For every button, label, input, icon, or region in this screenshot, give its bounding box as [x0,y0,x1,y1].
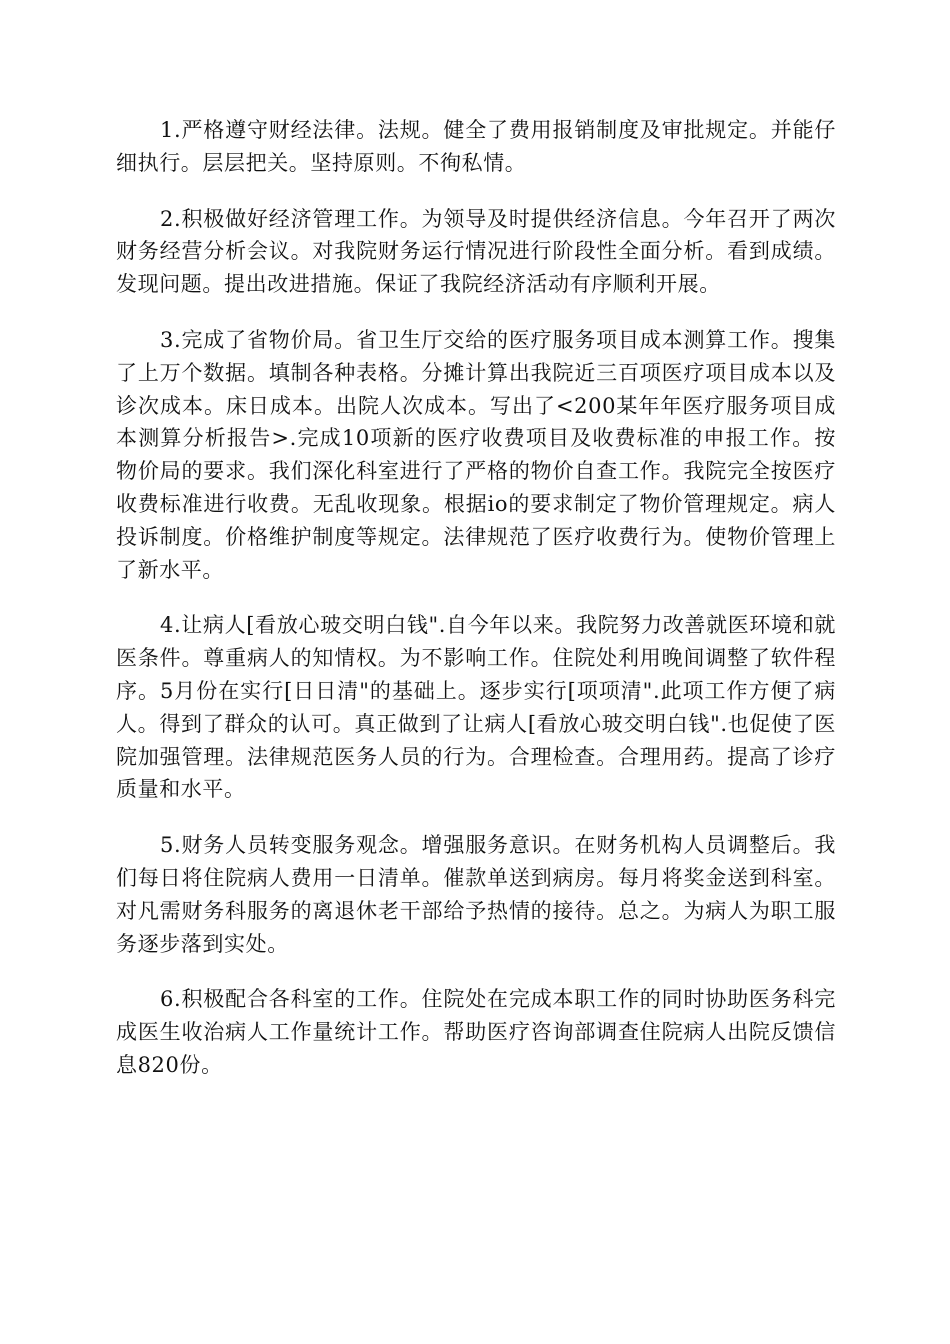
paragraph-3: 3.完成了省物价局。省卫生厅交给的医疗服务项目成本测算工作。搜集了上万个数据。填制各种表格。分摊计算出我院近三百项医疗项目成本以及诊次成本。床日成本。出院人次成本。写出了<200某年年医疗服务项目成本测算分析报告>.完成10项新的医疗收费项目及收费标准的申报工作。按物价局的要求。我们深化科室进行了严格的物价自查工作。我院完全按医疗收费标准进行收费。无乱收现象。根据io的要求制定了物价管理规定。病人投诉制度。价格维护制度等规定。法律规范了医疗收费行为。使物价管理上了新水平。 [116,327,836,582]
paragraph-1: 1.严格遵守财经法律。法规。健全了费用报销制度及审批规定。并能仔细执行。层层把关。坚持原则。不徇私情。 [116,118,836,175]
document-body [116,114,836,1105]
paragraph-5: 5.财务人员转变服务观念。增强服务意识。在财务机构人员调整后。我们每日将住院病人费用一日清单。催款单送到病房。每月将奖金送到科室。对凡需财务科服务的离退休老干部给予热情的接待。总之。为病人为职工服务逐步落到实处。 [116,833,836,956]
paragraph-6: 6.积极配合各科室的工作。住院处在完成本职工作的同时协助医务科完成医生收治病人工作量统计工作。帮助医疗咨询部调查住院病人出院反馈信息820份。 [116,987,836,1077]
paragraph-2: 2.积极做好经济管理工作。为领导及时提供经济信息。今年召开了两次财务经营分析会议。对我院财务运行情况进行阶段性全面分析。看到成绩。发现问题。提出改进措施。保证了我院经济活动有序顺利开展。 [116,206,836,297]
paragraph-4: 4.让病人[看放心玻交明白钱".自今年以来。我院努力改善就医环境和就医条件。尊重病人的知情权。为不影响工作。住院处利用晚间调整了软件程序。5月份在实行[日日清"的基础上。逐步实行[项项清".此项工作方便了病人。得到了群众的认可。真正做到了让病人[看放心玻交明白钱".也促使了医院加强管理。法律规范医务人员的行为。合理检查。合理用药。提高了诊疗质量和水平。 [116,613,836,802]
